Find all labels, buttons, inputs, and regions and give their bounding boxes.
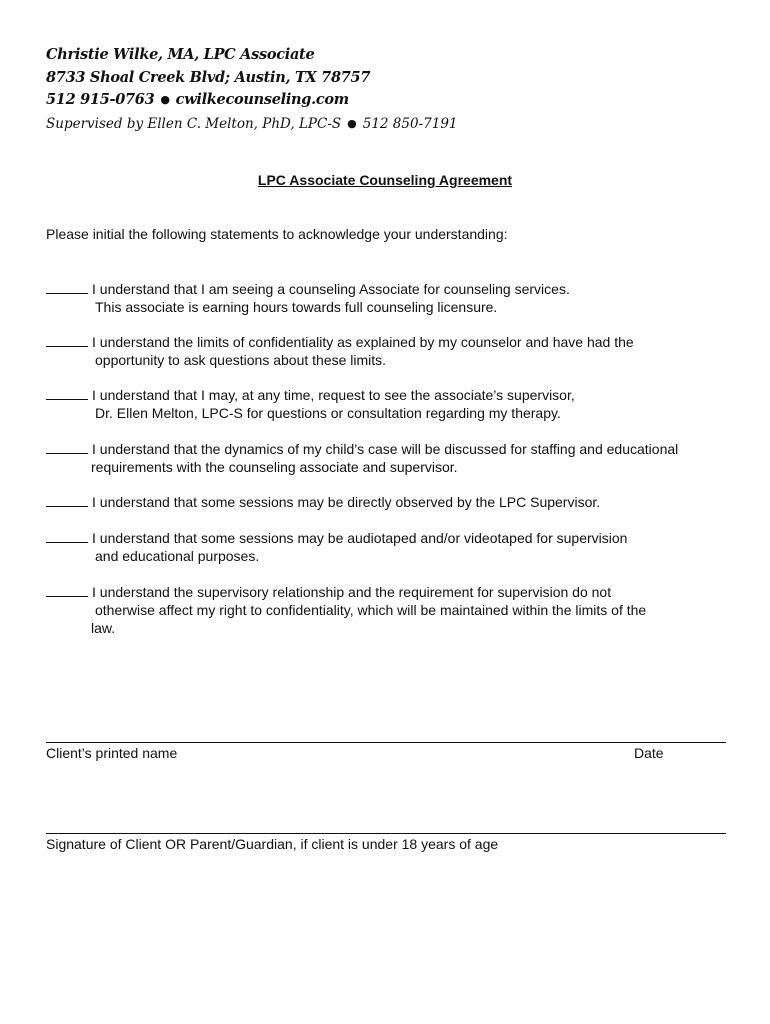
statement-text: I understand that some sessions may be directly observed by the LPC Supervisor.	[92, 494, 601, 510]
counselor-name: Christie Wilke, MA, LPC Associate	[46, 46, 315, 63]
statement-text-continued: Dr. Ellen Melton, LPC-S for questions or consultation regarding my therapy.	[95, 405, 561, 421]
statement-text-continued: requirements with the counseling associate and supervisor.	[91, 459, 458, 475]
bullet-separator: ●	[160, 93, 170, 106]
statement-item	[46, 529, 627, 565]
statement-text: I understand the supervisory relationship and the requirement for supervision do not	[92, 584, 612, 600]
supervisor-name: Supervised by Ellen C. Melton, PhD, LPC-S	[46, 115, 342, 132]
statement-item	[46, 333, 634, 369]
initial-blank[interactable]	[46, 583, 88, 597]
statement-text: I understand that the dynamics of my child’s case will be discussed for staffing and educational	[92, 441, 679, 457]
initial-blank[interactable]	[46, 280, 88, 294]
signature-line[interactable]	[46, 833, 726, 834]
initial-blank[interactable]	[46, 386, 88, 400]
supervisor-line	[46, 113, 458, 137]
counselor-website: cwilkecounseling.com	[175, 91, 349, 108]
initial-blank[interactable]	[46, 440, 88, 454]
supervisor-phone: 512 850-7191	[362, 115, 458, 132]
client-name-line[interactable]	[46, 742, 726, 743]
contact-line	[46, 89, 458, 113]
initial-blank[interactable]	[46, 333, 88, 347]
statement-item	[46, 280, 570, 316]
counselor-phone: 512 915-0763	[46, 91, 155, 108]
letterhead	[46, 44, 458, 136]
statement-text: I understand that some sessions may be audiotaped and/or videotaped for supervision	[92, 530, 628, 546]
document-title: LPC Associate Counseling Agreement	[257, 172, 513, 188]
signature-label: Signature of Client OR Parent/Guardian, if client is under 18 years of age	[46, 836, 499, 852]
statement-text: I understand the limits of confidentiality as explained by my counselor and have had the	[92, 334, 634, 350]
statement-item	[46, 440, 678, 476]
client-name-label: Client’s printed name	[46, 745, 178, 761]
statement-text-continued: and educational purposes.	[95, 548, 260, 564]
instructions-text: Please initial the following statements to acknowledge your understanding:	[46, 226, 508, 242]
counselor-address: 8733 Shoal Creek Blvd; Austin, TX 78757	[46, 68, 371, 86]
statement-item	[46, 386, 575, 422]
statement-item	[46, 583, 646, 637]
statement-text: I understand that I may, at any time, request to see the associate’s supervisor,	[92, 387, 575, 403]
date-label: Date	[634, 745, 664, 761]
statement-text-continued: opportunity to ask questions about these limits.	[95, 352, 387, 368]
bullet-separator: ●	[347, 116, 357, 130]
statement-text-continued: otherwise affect my right to confidentiality, which will be maintained within the limits of the	[95, 602, 647, 618]
statement-item	[46, 493, 600, 511]
statement-text-continued: law.	[91, 620, 116, 636]
statement-text: I understand that I am seeing a counseling Associate for counseling services.	[92, 281, 570, 297]
initial-blank[interactable]	[46, 529, 88, 543]
initial-blank[interactable]	[46, 493, 88, 507]
statement-text-continued: This associate is earning hours towards full counseling licensure.	[95, 299, 498, 315]
